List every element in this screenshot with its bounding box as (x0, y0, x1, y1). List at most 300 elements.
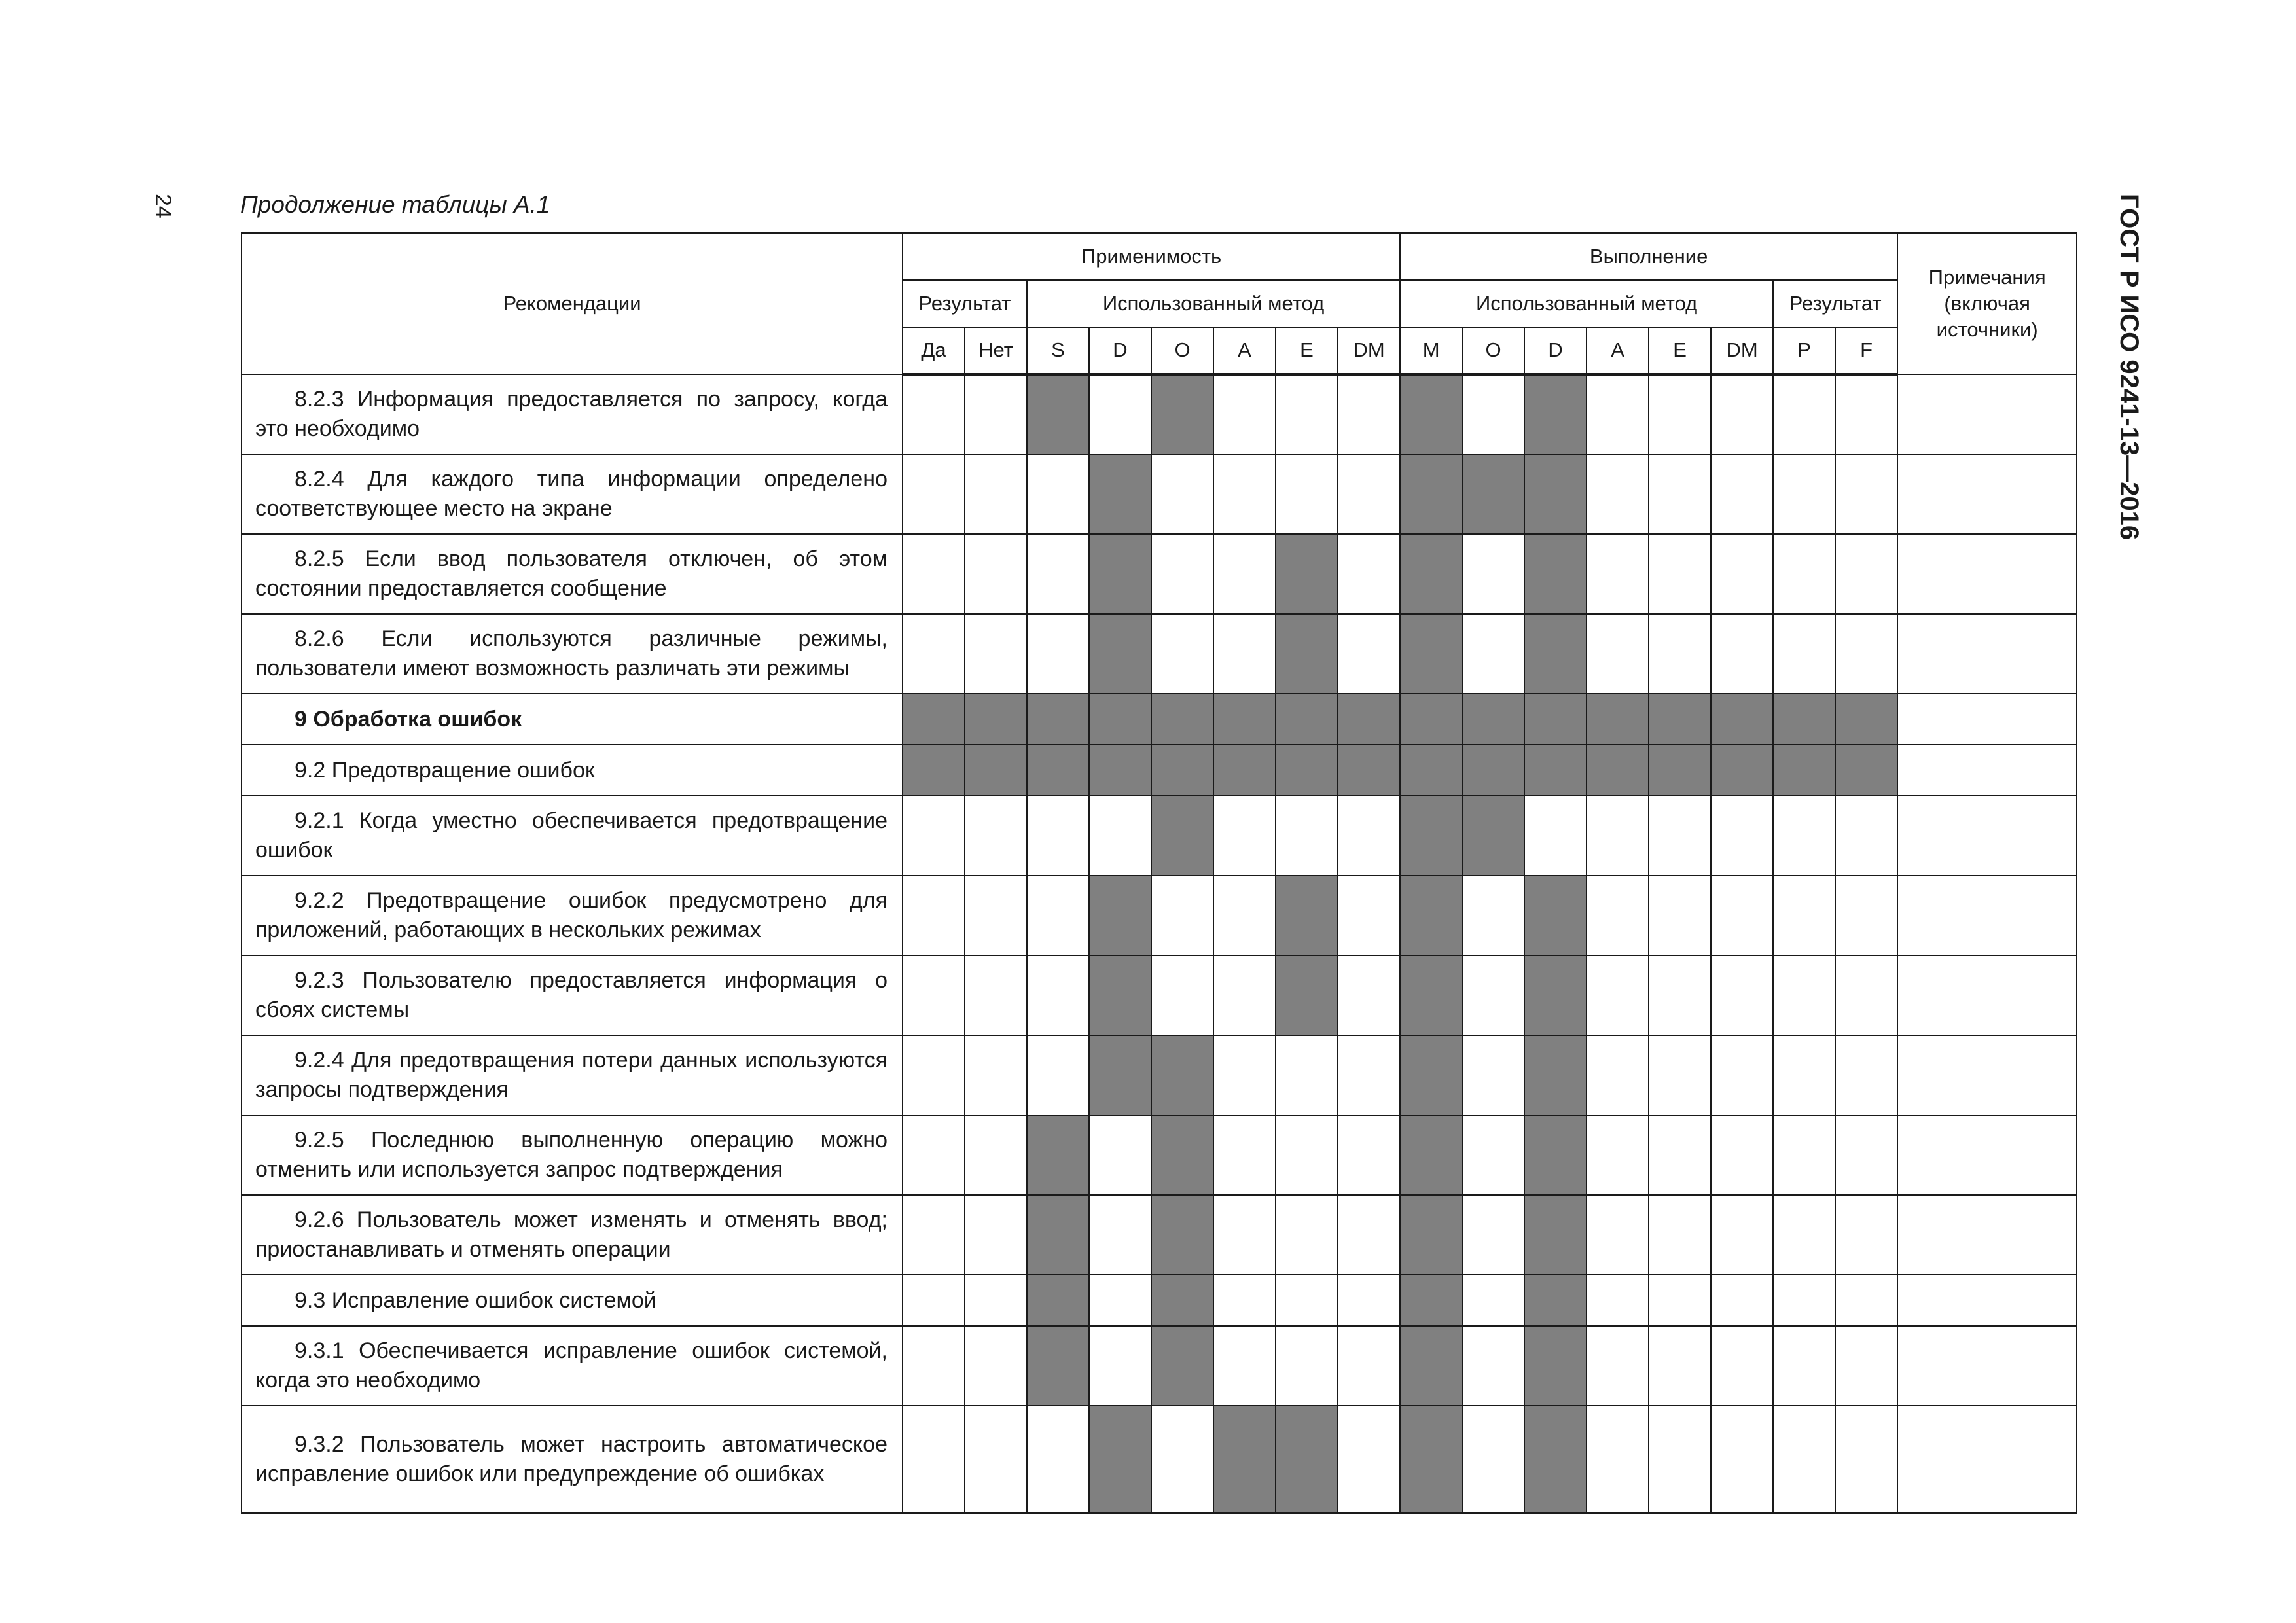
empty-cell (1835, 955, 1897, 1035)
empty-cell (1338, 534, 1400, 614)
empty-cell (1587, 1035, 1649, 1115)
table-row (242, 1406, 2077, 1513)
recommendation-text: 9.2.2 Предотвращение ошибок предусмотрено для приложений, работающих в нескольких режимах (255, 888, 888, 942)
empty-cell (965, 1035, 1027, 1115)
empty-cell (1773, 1326, 1835, 1406)
empty-cell (1835, 534, 1897, 614)
subheader-applicability-method-col: A (1213, 327, 1276, 374)
shaded-cell (1338, 745, 1400, 796)
shaded-cell (1400, 955, 1462, 1035)
shaded-cell (1587, 745, 1649, 796)
empty-cell (1587, 374, 1649, 454)
notes-cell (1897, 1406, 2077, 1513)
table-row (242, 745, 2077, 796)
empty-cell (1711, 955, 1773, 1035)
empty-cell (1773, 1115, 1835, 1195)
empty-cell (1462, 1195, 1524, 1275)
empty-cell (1462, 534, 1524, 614)
table-row (242, 614, 2077, 694)
shaded-cell (1400, 534, 1462, 614)
recommendation-cell (242, 1035, 903, 1115)
empty-cell (1338, 1326, 1400, 1406)
shaded-cell (1400, 1035, 1462, 1115)
shaded-cell (1276, 745, 1338, 796)
empty-cell (1089, 374, 1151, 454)
subheader-execution-method-col: D (1524, 327, 1587, 374)
shaded-cell (1773, 694, 1835, 745)
shaded-cell (1400, 1115, 1462, 1195)
header-execution: Выполнение (1400, 233, 1897, 280)
empty-cell (1649, 614, 1711, 694)
shaded-cell (1400, 1195, 1462, 1275)
header-execution-method: Использованный метод (1400, 280, 1773, 327)
empty-cell (1276, 1035, 1338, 1115)
empty-cell (965, 614, 1027, 694)
recommendation-text: 9.2.5 Последнюю выполненную операцию можно отменить или используется запрос подтверждения (255, 1128, 888, 1182)
table-row (242, 534, 2077, 614)
shaded-cell (1151, 694, 1213, 745)
standard-code: ГОСТ Р ИСО 9241-13—2016 (2115, 194, 2144, 541)
empty-cell (1773, 876, 1835, 955)
empty-cell (903, 1115, 965, 1195)
empty-cell (1462, 1406, 1524, 1513)
empty-cell (903, 1275, 965, 1326)
shaded-cell (1027, 694, 1089, 745)
recommendation-cell (242, 454, 903, 534)
empty-cell (1649, 1195, 1711, 1275)
empty-cell (1338, 1035, 1400, 1115)
shaded-cell (1524, 1406, 1587, 1513)
empty-cell (1276, 454, 1338, 534)
table-row (242, 1195, 2077, 1275)
recommendations-table (241, 232, 2077, 1514)
empty-cell (1773, 1035, 1835, 1115)
header-notes: Примечания (включая источники) (1897, 233, 2077, 374)
empty-cell (1027, 876, 1089, 955)
empty-cell (1587, 614, 1649, 694)
shaded-cell (1338, 694, 1400, 745)
empty-cell (1835, 1406, 1897, 1513)
empty-cell (903, 876, 965, 955)
empty-cell (1462, 614, 1524, 694)
empty-cell (965, 454, 1027, 534)
empty-cell (1213, 1326, 1276, 1406)
shaded-cell (1089, 1035, 1151, 1115)
empty-cell (965, 374, 1027, 454)
recommendation-cell (242, 796, 903, 876)
empty-cell (1773, 454, 1835, 534)
empty-cell (965, 1406, 1027, 1513)
subheader-execution-method-col: O (1462, 327, 1524, 374)
shaded-cell (1400, 614, 1462, 694)
empty-cell (1587, 1195, 1649, 1275)
table-row (242, 454, 2077, 534)
shaded-cell (1462, 454, 1524, 534)
shaded-cell (1400, 374, 1462, 454)
empty-cell (1338, 1275, 1400, 1326)
shaded-cell (1151, 745, 1213, 796)
empty-cell (903, 1035, 965, 1115)
recommendation-text: 8.2.4 Для каждого типа информации определено соответствующее место на экране (255, 467, 888, 521)
shaded-cell (1027, 1115, 1089, 1195)
recommendation-text: 9.2 Предотвращение ошибок (295, 757, 595, 783)
shaded-cell (1027, 1326, 1089, 1406)
notes-cell (1897, 614, 2077, 694)
empty-cell (1711, 534, 1773, 614)
empty-cell (1338, 796, 1400, 876)
recommendation-text: 8.2.5 Если ввод пользователя отключен, об этом состоянии предоставляется сообщение (255, 546, 888, 601)
shaded-cell (1524, 374, 1587, 454)
shaded-cell (1400, 1326, 1462, 1406)
table-row (242, 1326, 2077, 1406)
empty-cell (1151, 454, 1213, 534)
empty-cell (1213, 374, 1276, 454)
table-row (242, 1115, 2077, 1195)
empty-cell (1649, 955, 1711, 1035)
shaded-cell (1151, 374, 1213, 454)
shaded-cell (1835, 694, 1897, 745)
empty-cell (1587, 876, 1649, 955)
shaded-cell (1151, 1035, 1213, 1115)
empty-cell (1711, 876, 1773, 955)
empty-cell (1276, 1115, 1338, 1195)
header-execution-result: Результат (1773, 280, 1897, 327)
table-row (242, 1035, 2077, 1115)
shaded-cell (1400, 876, 1462, 955)
empty-cell (1462, 1326, 1524, 1406)
empty-cell (1089, 1326, 1151, 1406)
shaded-cell (1400, 1275, 1462, 1326)
empty-cell (1213, 614, 1276, 694)
empty-cell (1835, 1115, 1897, 1195)
notes-cell (1897, 876, 2077, 955)
shaded-cell (1711, 745, 1773, 796)
shaded-cell (1089, 454, 1151, 534)
empty-cell (903, 1195, 965, 1275)
empty-cell (965, 1115, 1027, 1195)
table-row (242, 796, 2077, 876)
shaded-cell (1524, 1035, 1587, 1115)
shaded-cell (1089, 694, 1151, 745)
empty-cell (1649, 1115, 1711, 1195)
shaded-cell (1213, 1406, 1276, 1513)
recommendation-cell (242, 614, 903, 694)
empty-cell (1773, 1195, 1835, 1275)
empty-cell (1835, 1275, 1897, 1326)
shaded-cell (1524, 876, 1587, 955)
shaded-cell (1276, 694, 1338, 745)
empty-cell (1835, 876, 1897, 955)
empty-cell (1587, 1115, 1649, 1195)
empty-cell (965, 1275, 1027, 1326)
empty-cell (1835, 1035, 1897, 1115)
header-applicability: Применимость (903, 233, 1400, 280)
empty-cell (1649, 534, 1711, 614)
empty-cell (1338, 876, 1400, 955)
empty-cell (1649, 876, 1711, 955)
empty-cell (1711, 454, 1773, 534)
shaded-cell (1089, 745, 1151, 796)
notes-cell (1897, 955, 2077, 1035)
empty-cell (1338, 374, 1400, 454)
empty-cell (1649, 1275, 1711, 1326)
empty-cell (1711, 1275, 1773, 1326)
shaded-cell (1400, 1406, 1462, 1513)
empty-cell (1213, 876, 1276, 955)
shaded-cell (1213, 694, 1276, 745)
recommendation-text: 9.3.2 Пользователь может настроить автоматическое исправление ошибок или предупреждение об ошибках (255, 1432, 888, 1486)
notes-cell (1897, 796, 2077, 876)
shaded-cell (1027, 745, 1089, 796)
empty-cell (1649, 1326, 1711, 1406)
empty-cell (1338, 955, 1400, 1035)
empty-cell (1587, 796, 1649, 876)
recommendations-table-container (241, 232, 2077, 1514)
empty-cell (1711, 374, 1773, 454)
empty-cell (903, 1326, 965, 1406)
shaded-cell (1524, 955, 1587, 1035)
empty-cell (1711, 796, 1773, 876)
empty-cell (1027, 454, 1089, 534)
recommendation-text: 8.2.6 Если используются различные режимы, пользователи имеют возможность различать эти режимы (255, 626, 888, 681)
notes-cell (1897, 374, 2077, 454)
empty-cell (903, 1406, 965, 1513)
empty-cell (1213, 1115, 1276, 1195)
empty-cell (1213, 796, 1276, 876)
shaded-cell (1649, 694, 1711, 745)
empty-cell (1773, 1406, 1835, 1513)
empty-cell (1027, 1035, 1089, 1115)
empty-cell (965, 1326, 1027, 1406)
subheader-applicability-method-col: O (1151, 327, 1213, 374)
empty-cell (903, 614, 965, 694)
table-row (242, 955, 2077, 1035)
empty-cell (1835, 796, 1897, 876)
empty-cell (1338, 1406, 1400, 1513)
table-row (242, 876, 2077, 955)
recommendation-cell (242, 534, 903, 614)
empty-cell (1027, 796, 1089, 876)
empty-cell (1151, 1406, 1213, 1513)
header-applicability-result: Результат (903, 280, 1027, 327)
empty-cell (965, 796, 1027, 876)
empty-cell (1587, 534, 1649, 614)
empty-cell (1587, 1326, 1649, 1406)
empty-cell (1213, 955, 1276, 1035)
empty-cell (1462, 374, 1524, 454)
empty-cell (1711, 1195, 1773, 1275)
shaded-cell (1089, 534, 1151, 614)
subheader-applicability-method-col: D (1089, 327, 1151, 374)
recommendation-cell (242, 374, 903, 454)
shaded-cell (1151, 796, 1213, 876)
empty-cell (1773, 534, 1835, 614)
empty-cell (1649, 796, 1711, 876)
shaded-cell (1213, 745, 1276, 796)
subheader-execution-result-col: F (1835, 327, 1897, 374)
recommendation-cell (242, 1115, 903, 1195)
empty-cell (1835, 1195, 1897, 1275)
subheader-applicability-result-col: Нет (965, 327, 1027, 374)
shaded-cell (1089, 1406, 1151, 1513)
empty-cell (903, 955, 965, 1035)
shaded-cell (1089, 955, 1151, 1035)
empty-cell (1711, 1326, 1773, 1406)
empty-cell (965, 1195, 1027, 1275)
shaded-cell (1089, 614, 1151, 694)
empty-cell (1338, 454, 1400, 534)
shaded-cell (1151, 1195, 1213, 1275)
empty-cell (1835, 374, 1897, 454)
subheader-applicability-result-col: Да (903, 327, 965, 374)
empty-cell (903, 374, 965, 454)
table-caption: Продолжение таблицы А.1 (240, 191, 550, 218)
empty-cell (1462, 955, 1524, 1035)
empty-cell (1711, 1035, 1773, 1115)
empty-cell (903, 454, 965, 534)
empty-cell (1835, 1326, 1897, 1406)
recommendation-cell (242, 745, 903, 796)
shaded-cell (1151, 1275, 1213, 1326)
empty-cell (1213, 1035, 1276, 1115)
empty-cell (1835, 454, 1897, 534)
empty-cell (1027, 614, 1089, 694)
subheader-applicability-method-col: E (1276, 327, 1338, 374)
empty-cell (1151, 534, 1213, 614)
empty-cell (1773, 1275, 1835, 1326)
shaded-cell (1400, 694, 1462, 745)
page-number: 24 (151, 194, 175, 219)
shaded-cell (1524, 454, 1587, 534)
empty-cell (1276, 374, 1338, 454)
empty-cell (1587, 955, 1649, 1035)
empty-cell (1089, 1275, 1151, 1326)
empty-cell (1027, 1406, 1089, 1513)
header-applicability-method: Использованный метод (1027, 280, 1400, 327)
shaded-cell (1276, 1406, 1338, 1513)
notes-cell (1897, 745, 2077, 796)
recommendation-text: 9.2.6 Пользователь может изменять и отменять ввод; приостанавливать и отменять операции (255, 1207, 888, 1262)
shaded-cell (1151, 1326, 1213, 1406)
empty-cell (1338, 614, 1400, 694)
empty-cell (1711, 614, 1773, 694)
empty-cell (965, 534, 1027, 614)
empty-cell (1649, 1035, 1711, 1115)
shaded-cell (1400, 796, 1462, 876)
recommendation-cell (242, 1406, 903, 1513)
shaded-cell (1462, 694, 1524, 745)
shaded-cell (1524, 534, 1587, 614)
shaded-cell (1276, 955, 1338, 1035)
shaded-cell (1400, 454, 1462, 534)
shaded-cell (1151, 1115, 1213, 1195)
empty-cell (1524, 796, 1587, 876)
empty-cell (1773, 955, 1835, 1035)
shaded-cell (1835, 745, 1897, 796)
empty-cell (965, 876, 1027, 955)
empty-cell (1462, 1115, 1524, 1195)
empty-cell (903, 796, 965, 876)
empty-cell (1835, 614, 1897, 694)
shaded-cell (1027, 374, 1089, 454)
recommendation-cell (242, 694, 903, 745)
empty-cell (1649, 1406, 1711, 1513)
shaded-cell (1027, 1275, 1089, 1326)
shaded-cell (965, 745, 1027, 796)
empty-cell (1587, 454, 1649, 534)
empty-cell (1649, 454, 1711, 534)
shaded-cell (1462, 796, 1524, 876)
empty-cell (1213, 1195, 1276, 1275)
shaded-cell (903, 694, 965, 745)
recommendation-cell (242, 955, 903, 1035)
notes-cell (1897, 1275, 2077, 1326)
shaded-cell (1773, 745, 1835, 796)
shaded-cell (1027, 1195, 1089, 1275)
subheader-execution-result-col: P (1773, 327, 1835, 374)
subheader-execution-method-col: A (1587, 327, 1649, 374)
shaded-cell (1587, 694, 1649, 745)
notes-cell (1897, 694, 2077, 745)
shaded-cell (1711, 694, 1773, 745)
empty-cell (1649, 374, 1711, 454)
subheader-execution-method-col: E (1649, 327, 1711, 374)
empty-cell (1276, 796, 1338, 876)
shaded-cell (1524, 694, 1587, 745)
empty-cell (1462, 876, 1524, 955)
recommendation-text: 9.2.3 Пользователю предоставляется информация о сбоях системы (255, 968, 888, 1022)
shaded-cell (1276, 534, 1338, 614)
table-row (242, 694, 2077, 745)
shaded-cell (1524, 1326, 1587, 1406)
empty-cell (1338, 1195, 1400, 1275)
empty-cell (1276, 1195, 1338, 1275)
empty-cell (1462, 1035, 1524, 1115)
shaded-cell (1400, 745, 1462, 796)
shaded-cell (1524, 745, 1587, 796)
recommendation-text: 9.2.1 Когда уместно обеспечивается предотвращение ошибок (255, 808, 888, 863)
header-recommendations: Рекомендации (242, 233, 903, 374)
shaded-cell (1649, 745, 1711, 796)
shaded-cell (1524, 1275, 1587, 1326)
recommendation-text: 8.2.3 Информация предоставляется по запросу, когда это необходимо (255, 387, 888, 441)
empty-cell (1027, 955, 1089, 1035)
table-body (242, 374, 2077, 1513)
shaded-cell (1462, 745, 1524, 796)
empty-cell (1338, 1115, 1400, 1195)
table-header (242, 233, 2077, 374)
empty-cell (1089, 1115, 1151, 1195)
recommendation-cell (242, 1275, 903, 1326)
empty-cell (1151, 876, 1213, 955)
shaded-cell (1524, 1195, 1587, 1275)
notes-cell (1897, 1035, 2077, 1115)
recommendation-cell (242, 876, 903, 955)
empty-cell (1089, 1195, 1151, 1275)
recommendation-text: 9.2.4 Для предотвращения потери данных используются запросы подтверждения (255, 1048, 888, 1102)
shaded-cell (1089, 876, 1151, 955)
empty-cell (1276, 1326, 1338, 1406)
recommendation-cell (242, 1326, 903, 1406)
empty-cell (1587, 1406, 1649, 1513)
subheader-applicability-method-col: DM (1338, 327, 1400, 374)
empty-cell (965, 955, 1027, 1035)
empty-cell (1276, 1275, 1338, 1326)
empty-cell (1711, 1406, 1773, 1513)
subheader-applicability-method-col: S (1027, 327, 1089, 374)
recommendation-text: 9.3.1 Обеспечивается исправление ошибок системой, когда это необходимо (255, 1338, 888, 1393)
shaded-cell (965, 694, 1027, 745)
